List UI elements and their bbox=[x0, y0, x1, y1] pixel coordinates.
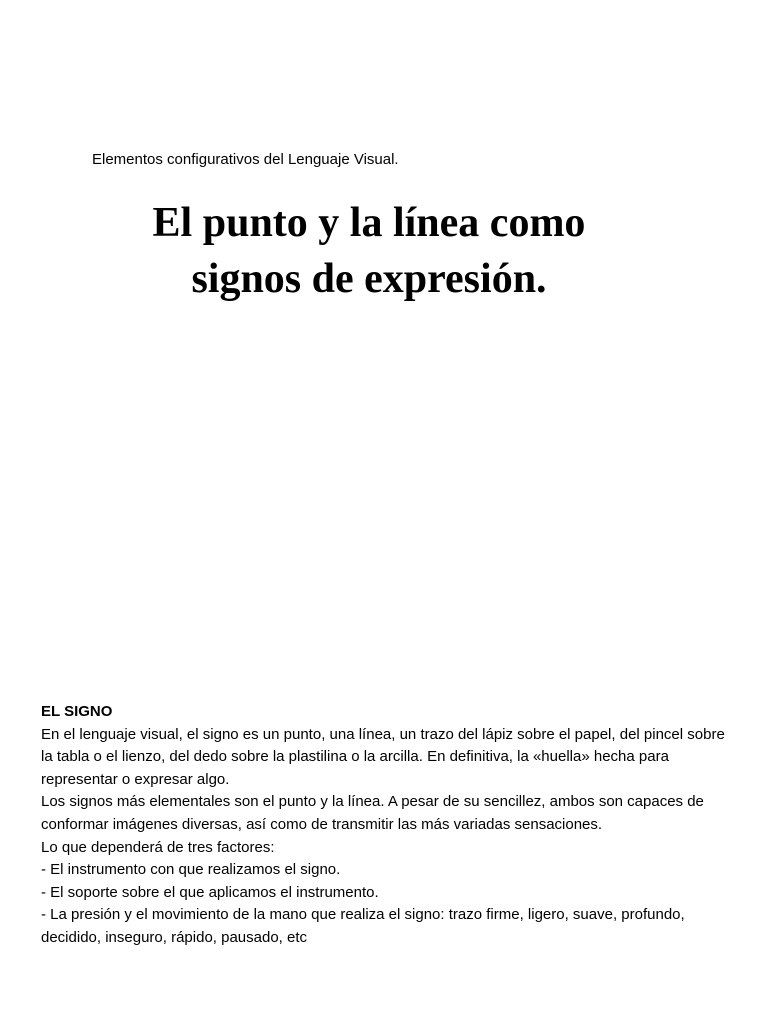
title-line-2: signos de expresión. bbox=[191, 256, 547, 302]
list-item: - La presión y el movimiento de la mano que realiza el signo: trazo firme, ligero, suave, profundo, decidido, inseguro, rápido, pausado, etc bbox=[41, 906, 685, 946]
section-el-signo bbox=[41, 701, 731, 950]
list-item: - El instrumento con que realizamos el signo. bbox=[41, 861, 341, 879]
section-heading: EL SIGNO bbox=[41, 703, 113, 720]
title-line-1: El punto y la línea como bbox=[152, 200, 586, 246]
document-title bbox=[60, 195, 678, 307]
document-subtitle: Elementos configurativos del Lenguaje Visual. bbox=[92, 151, 399, 168]
paragraph: En el lenguaje visual, el signo es un punto, una línea, un trazo del lápiz sobre el papel, del pincel sobre la tabla o el lienzo, del dedo sobre la plastilina o la arcilla. En definitiva, la «huella» hecha para representar o expresar algo. bbox=[41, 725, 725, 788]
paragraph: Los signos más elementales son el punto y la línea. A pesar de su sencillez, ambos son capaces de conformar imágenes diversas, así como de transmitir las más variadas sensaciones. bbox=[41, 793, 704, 833]
list-item: - El soporte sobre el que aplicamos el instrumento. bbox=[41, 883, 379, 901]
paragraph: Lo que dependerá de tres factores: bbox=[41, 838, 275, 856]
